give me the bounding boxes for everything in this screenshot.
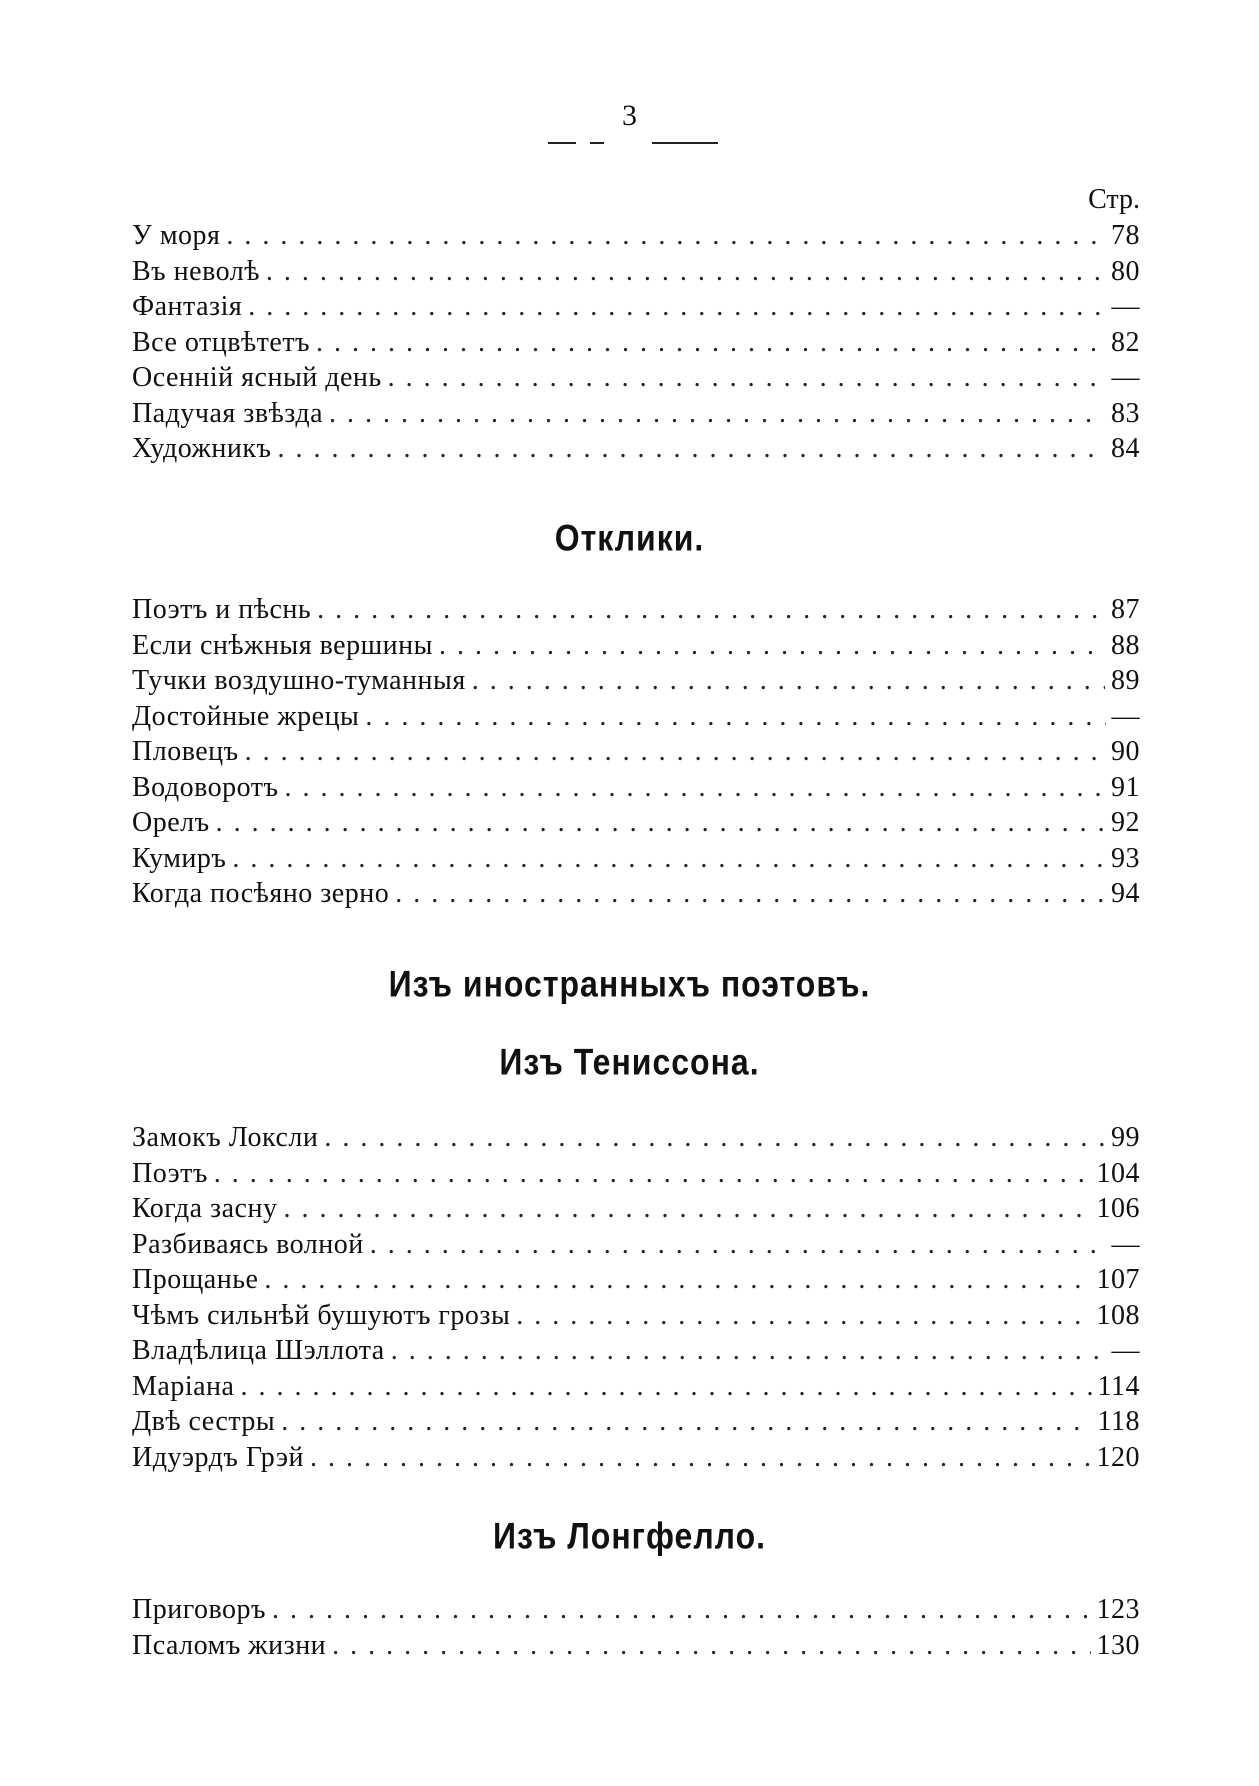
entry-title: Разбиваясь волной bbox=[132, 1228, 364, 1260]
dot-leader bbox=[316, 325, 1105, 361]
entry-title: Художникъ bbox=[132, 433, 272, 464]
entry-title: Поэтъ bbox=[132, 1157, 208, 1189]
entry-title: Все отцвѣтетъ bbox=[132, 326, 311, 358]
entry-page: — bbox=[1111, 362, 1140, 393]
dot-leader bbox=[324, 1120, 1105, 1156]
dot-leader bbox=[266, 254, 1105, 290]
toc-section-3 bbox=[132, 1120, 1140, 1475]
entry-title: У моря bbox=[132, 220, 221, 251]
dot-leader bbox=[226, 218, 1105, 254]
entry-title: Тучки воздушно-туманныя bbox=[132, 665, 466, 696]
toc-entry bbox=[132, 663, 1140, 699]
toc-entry bbox=[132, 1440, 1140, 1476]
dot-leader bbox=[277, 431, 1105, 467]
entry-page: 114 bbox=[1097, 1370, 1140, 1402]
entry-page: — bbox=[1111, 700, 1140, 732]
entry-page: 118 bbox=[1097, 1406, 1140, 1437]
toc-entry bbox=[132, 1227, 1140, 1263]
toc-entry bbox=[132, 876, 1140, 912]
toc-entry bbox=[132, 734, 1140, 770]
toc-entry bbox=[132, 360, 1140, 396]
dot-leader bbox=[395, 876, 1105, 912]
dot-leader bbox=[240, 1369, 1091, 1405]
toc-entry bbox=[132, 1333, 1140, 1369]
entry-title: Владѣлица Шэллота bbox=[132, 1335, 385, 1366]
dot-leader bbox=[439, 628, 1105, 664]
entry-page: 92 bbox=[1111, 807, 1140, 838]
dot-leader bbox=[245, 734, 1105, 770]
entry-title: Чѣмъ сильнѣй бушуютъ грозы bbox=[132, 1299, 511, 1331]
entry-page: 120 bbox=[1096, 1441, 1140, 1473]
toc-entry bbox=[132, 1628, 1140, 1664]
entry-title: Фантазія bbox=[132, 291, 243, 322]
entry-page: 123 bbox=[1096, 1594, 1140, 1625]
entry-title: Достойные жрецы bbox=[132, 700, 360, 732]
entry-title: Двѣ сестры bbox=[132, 1406, 276, 1437]
toc-entry bbox=[132, 628, 1140, 664]
entry-title: Когда засну bbox=[132, 1193, 278, 1224]
toc-entry bbox=[132, 592, 1140, 628]
toc-entry bbox=[132, 1262, 1140, 1298]
dot-leader bbox=[248, 289, 1105, 325]
toc-entry bbox=[132, 1156, 1140, 1192]
page-number: 3 bbox=[622, 99, 637, 132]
entry-page: 99 bbox=[1111, 1122, 1140, 1153]
section-heading-longfellow: Изъ Лонгфелло. bbox=[492, 1515, 767, 1557]
dot-leader bbox=[214, 1156, 1091, 1192]
entry-title: Поэтъ и пѣснь bbox=[132, 594, 312, 625]
entry-title: Идуэрдъ Грэй bbox=[132, 1441, 304, 1473]
dot-leader bbox=[283, 1191, 1090, 1227]
toc-entry bbox=[132, 1404, 1140, 1440]
dot-leader bbox=[472, 663, 1105, 699]
entry-page: 89 bbox=[1111, 665, 1140, 696]
entry-page: 94 bbox=[1111, 878, 1140, 909]
entry-title: Замокъ Локсли bbox=[132, 1122, 319, 1153]
entry-title: Водоворотъ bbox=[132, 771, 279, 803]
section-heading-otkliki: Отклики. bbox=[554, 517, 705, 559]
entry-page: 84 bbox=[1111, 433, 1140, 464]
dot-leader bbox=[310, 1440, 1091, 1476]
entry-page: 106 bbox=[1096, 1193, 1140, 1224]
dot-leader bbox=[232, 841, 1105, 877]
page-column-header: Стр. bbox=[1088, 184, 1140, 215]
entry-page: 80 bbox=[1111, 255, 1140, 287]
entry-title: Осенній ясный день bbox=[132, 362, 382, 393]
entry-title: Пловецъ bbox=[132, 736, 239, 767]
section-subheading-tennyson: Изъ Тениссона. bbox=[499, 1041, 760, 1083]
toc-entry bbox=[132, 770, 1140, 806]
entry-page: 108 bbox=[1096, 1299, 1140, 1331]
toc-entry bbox=[132, 805, 1140, 841]
header-rule-left bbox=[548, 142, 576, 144]
entry-page: 93 bbox=[1111, 842, 1140, 874]
entry-page: — bbox=[1111, 1228, 1140, 1260]
entry-title: Орелъ bbox=[132, 807, 210, 838]
toc-entry bbox=[132, 431, 1140, 467]
entry-title: Когда посѣяно зерно bbox=[132, 878, 390, 909]
entry-page: 130 bbox=[1096, 1629, 1140, 1661]
entry-title: Псаломъ жизни bbox=[132, 1629, 327, 1661]
entry-title: Приговоръ bbox=[132, 1594, 266, 1625]
toc-entry bbox=[132, 254, 1140, 290]
toc-section-4 bbox=[132, 1592, 1140, 1663]
entry-title: Въ неволѣ bbox=[132, 255, 260, 287]
toc-entry bbox=[132, 218, 1140, 254]
entry-title: Падучая звѣзда bbox=[132, 397, 323, 429]
toc-entry bbox=[132, 1120, 1140, 1156]
entry-page: 90 bbox=[1111, 736, 1140, 767]
header-rule-mid bbox=[590, 142, 604, 144]
toc-entry bbox=[132, 1298, 1140, 1334]
toc-section-2 bbox=[132, 592, 1140, 912]
dot-leader bbox=[370, 1227, 1106, 1263]
toc-entry bbox=[132, 1592, 1140, 1628]
dot-leader bbox=[329, 396, 1105, 432]
dot-leader bbox=[216, 805, 1105, 841]
toc-entry bbox=[132, 1191, 1140, 1227]
toc-entry bbox=[132, 289, 1140, 325]
entry-page: — bbox=[1111, 1335, 1140, 1366]
entry-title: Если снѣжныя вершины bbox=[132, 629, 433, 661]
dot-leader bbox=[391, 1333, 1106, 1369]
entry-page: 82 bbox=[1111, 326, 1140, 358]
entry-page: 104 bbox=[1096, 1157, 1140, 1189]
dot-leader bbox=[317, 592, 1105, 628]
entry-page: 78 bbox=[1111, 220, 1140, 251]
dot-leader bbox=[365, 699, 1105, 735]
toc-entry bbox=[132, 325, 1140, 361]
section-heading-foreign-poets: Изъ иностранныхъ поэтовъ. bbox=[388, 963, 871, 1005]
entry-page: 88 bbox=[1111, 629, 1140, 661]
entry-page: 87 bbox=[1111, 594, 1140, 625]
toc-entry bbox=[132, 396, 1140, 432]
dot-leader bbox=[516, 1298, 1090, 1334]
toc-entry bbox=[132, 841, 1140, 877]
entry-page: — bbox=[1111, 291, 1140, 322]
entry-title: Прощанье bbox=[132, 1264, 259, 1295]
dot-leader bbox=[264, 1262, 1090, 1298]
entry-title: Маріана bbox=[132, 1370, 235, 1402]
entry-title: Кумиръ bbox=[132, 842, 227, 874]
toc-entry bbox=[132, 1369, 1140, 1405]
dot-leader bbox=[388, 360, 1106, 396]
dot-leader bbox=[281, 1404, 1091, 1440]
header-rule-right bbox=[652, 142, 718, 144]
entry-page: 107 bbox=[1096, 1264, 1140, 1295]
entry-page: 83 bbox=[1111, 397, 1140, 429]
dot-leader bbox=[272, 1592, 1091, 1628]
dot-leader bbox=[285, 770, 1106, 806]
entry-page: 91 bbox=[1111, 771, 1140, 803]
toc-section-1 bbox=[132, 182, 1140, 467]
toc-entry bbox=[132, 699, 1140, 735]
dot-leader bbox=[332, 1628, 1090, 1664]
